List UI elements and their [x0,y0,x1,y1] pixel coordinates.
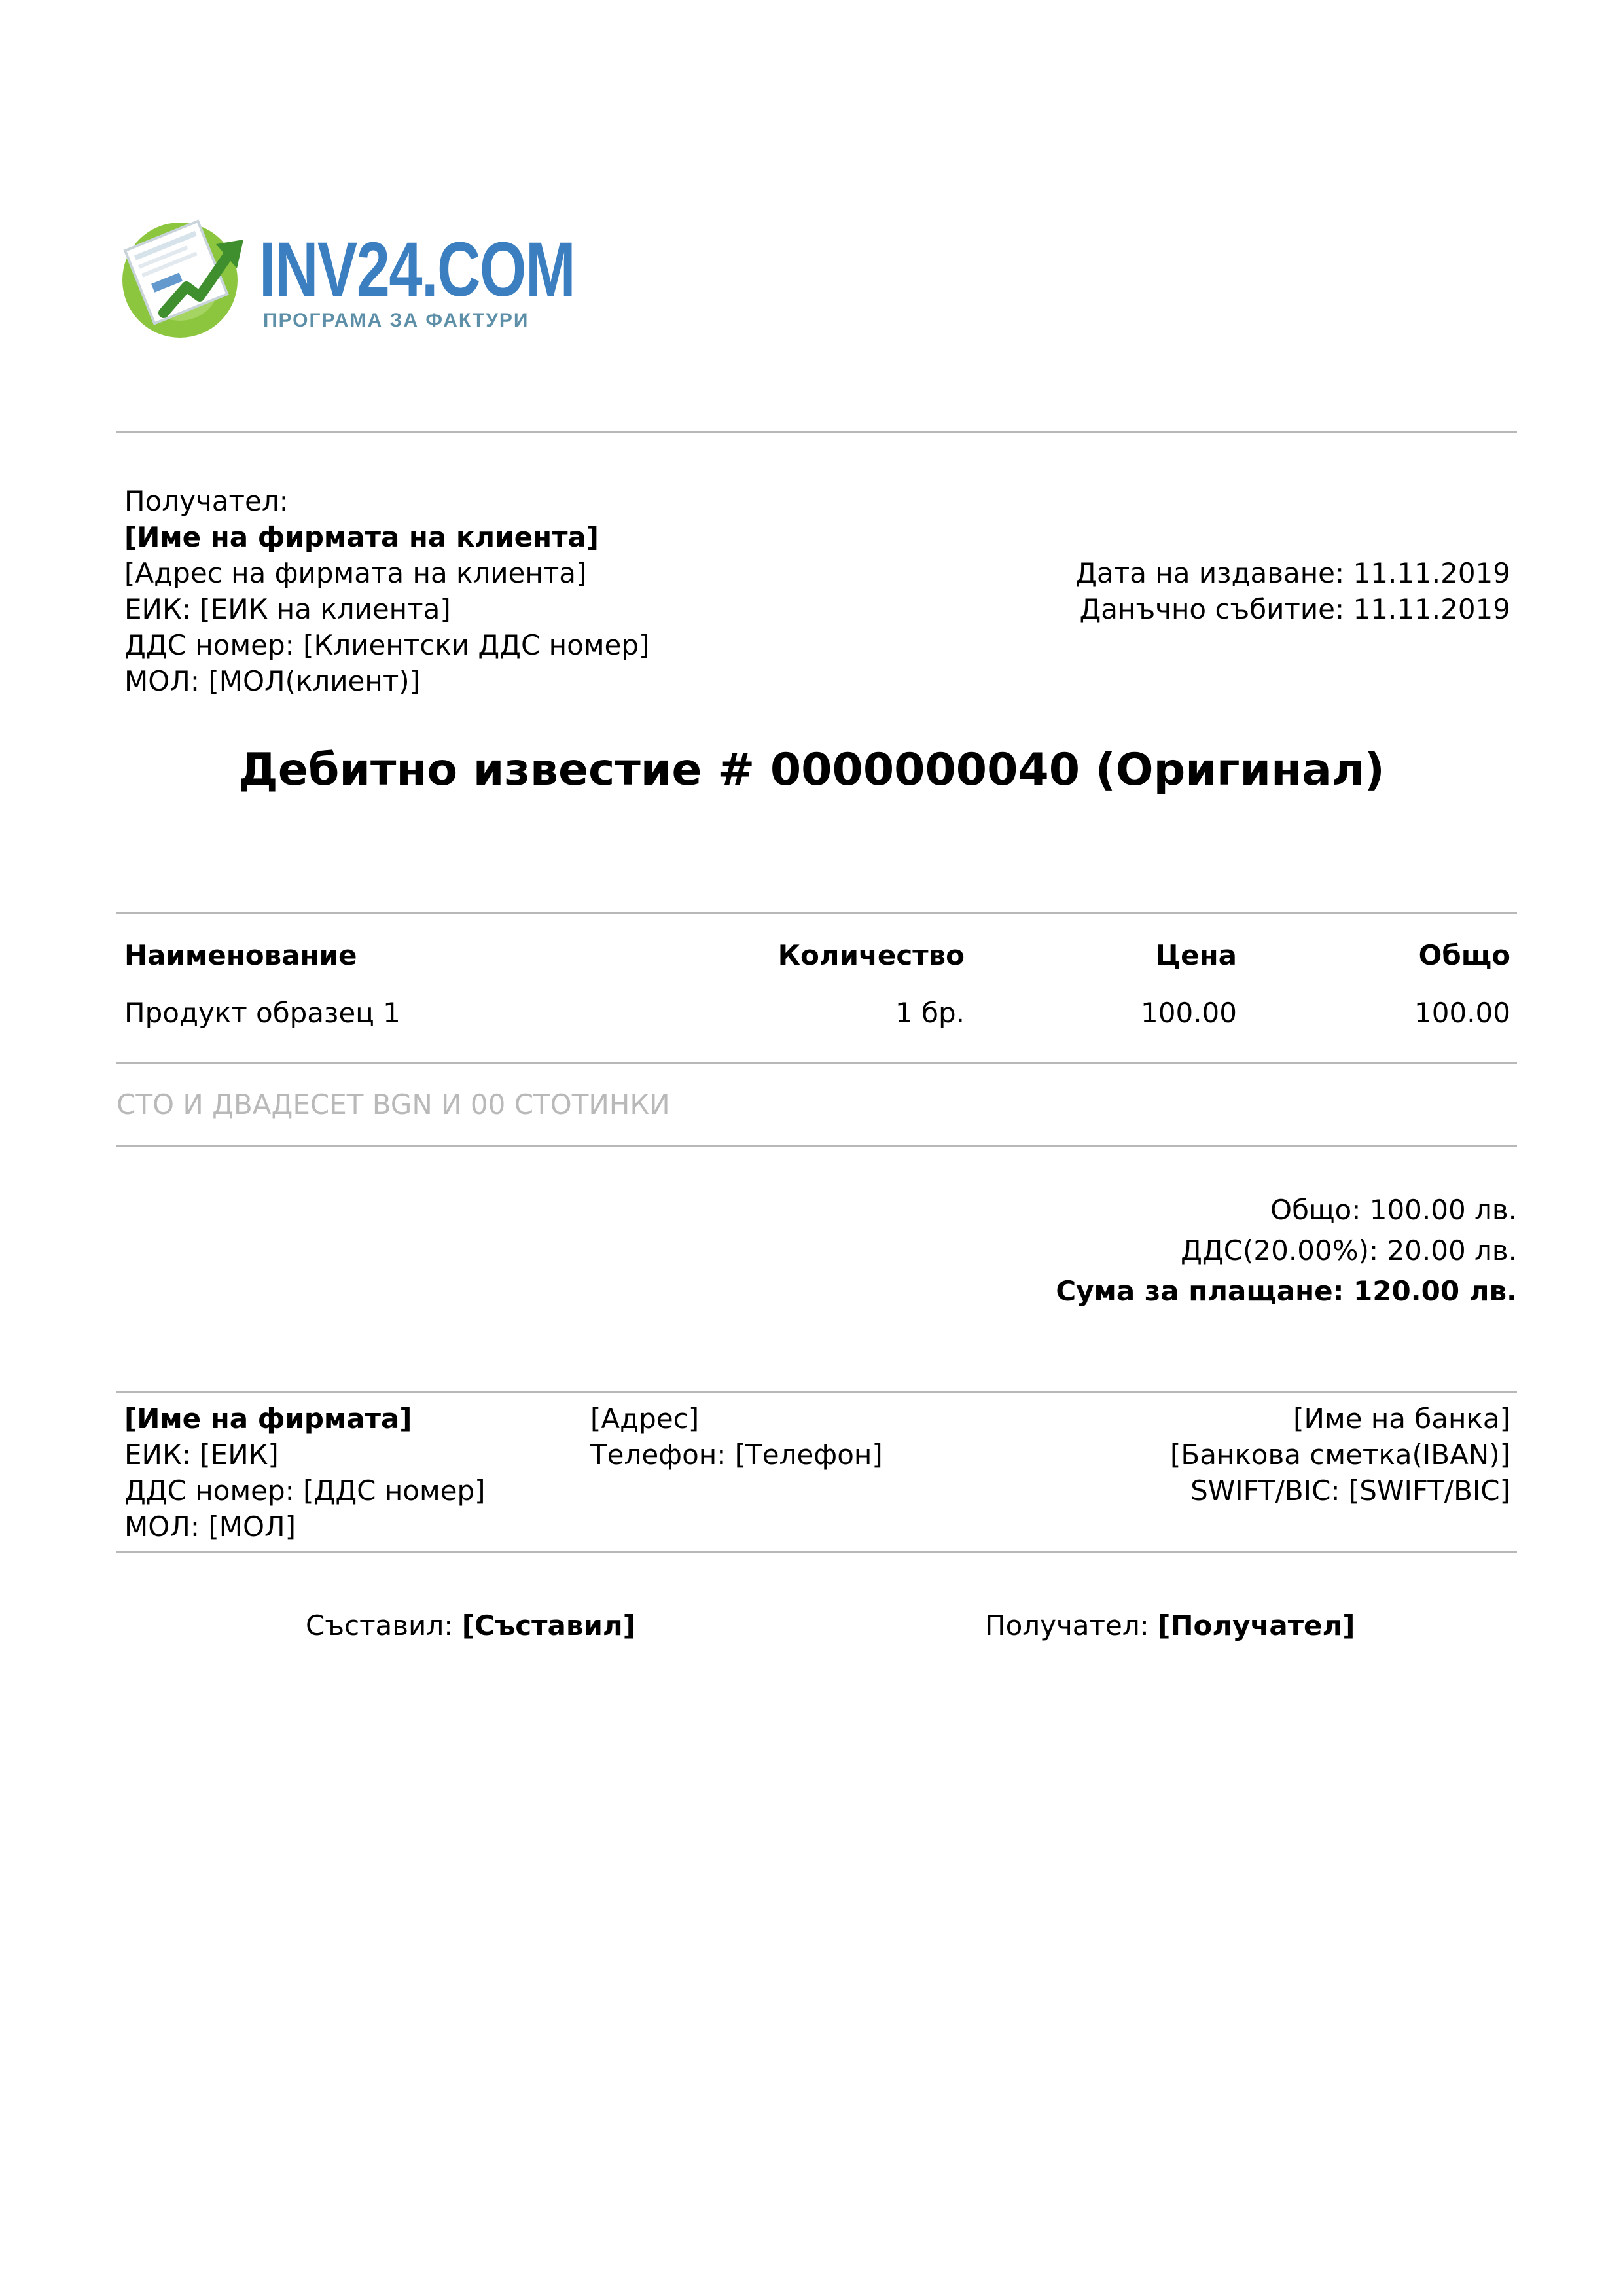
received-value: [Получател] [1158,1609,1355,1641]
issuer-eik: ЕИК: [ЕИК] [124,1439,279,1471]
issuer-mol: МОЛ: [МОЛ] [124,1511,296,1543]
totals-block [1056,1190,1517,1312]
recipient-vat: ДДС номер: [Клиентски ДДС номер] [124,629,650,661]
issuer-company: [Име на фирмата] [124,1403,412,1435]
vat-total: ДДС(20.00%): 20.00 лв. [1181,1234,1517,1266]
recipient-mol: МОЛ: [МОЛ(клиент)] [124,665,421,697]
issuer-company-block [124,1401,486,1545]
amount-due: Сума за плащане: 120.00 лв. [1056,1275,1517,1307]
logo-icon [118,208,249,339]
recipient-address: [Адрес на фирмата на клиента] [124,557,587,589]
item-price: 100.00 [1141,997,1237,1029]
issuer-vat: ДДС номер: [ДДС номер] [124,1475,486,1507]
recipient-eik: ЕИК: [ЕИК на клиента] [124,593,451,625]
signature-composed [306,1607,635,1643]
divider [116,1551,1517,1553]
col-header-total: Общо [1418,939,1510,971]
issuer-contact-block [590,1401,883,1473]
divider [116,1062,1517,1064]
amount-in-words: СТО И ДВАДЕСЕТ BGN И 00 СТОТИНКИ [116,1088,670,1121]
divider [116,1145,1517,1147]
issuer-iban: [Банкова сметка(IBAN)] [1170,1439,1510,1471]
signature-received [985,1607,1355,1643]
issuer-swift: SWIFT/BIC: [SWIFT/BIC] [1190,1475,1510,1507]
logo-tagline: ПРОГРАМА ЗА ФАКТУРИ [263,310,529,331]
issuer-phone: Телефон: [Телефон] [590,1439,883,1471]
col-header-price: Цена [1155,939,1237,971]
issuer-bank-block [1170,1401,1510,1509]
composed-value: [Съставил] [461,1609,635,1641]
item-total: 100.00 [1414,997,1510,1029]
divider [116,1391,1517,1393]
dates-block [1075,555,1510,627]
col-header-name: Наименование [124,939,357,971]
document-title: Дебитно известие # 0000000040 (Оригинал) [238,744,1385,796]
recipient-heading: Получател: [124,485,289,517]
tax-event-date: Данъчно събитие: 11.11.2019 [1079,593,1510,625]
subtotal: Общо: 100.00 лв. [1270,1194,1517,1226]
col-header-quantity: Количество [777,939,965,971]
item-name: Продукт образец 1 [124,997,401,1029]
divider [116,912,1517,914]
item-quantity: 1 бр. [895,997,965,1029]
issuer-address: [Адрес] [590,1403,700,1435]
issue-date: Дата на издаване: 11.11.2019 [1075,557,1510,589]
divider [116,431,1517,433]
recipient-block [124,483,649,699]
logo-brand: INV24.COM [259,226,575,313]
recipient-company: [Име на фирмата на клиента] [124,521,599,553]
issuer-bank: [Име на банка] [1293,1403,1510,1435]
received-label: Получател: [985,1609,1149,1641]
composed-label: Съставил: [306,1609,454,1641]
